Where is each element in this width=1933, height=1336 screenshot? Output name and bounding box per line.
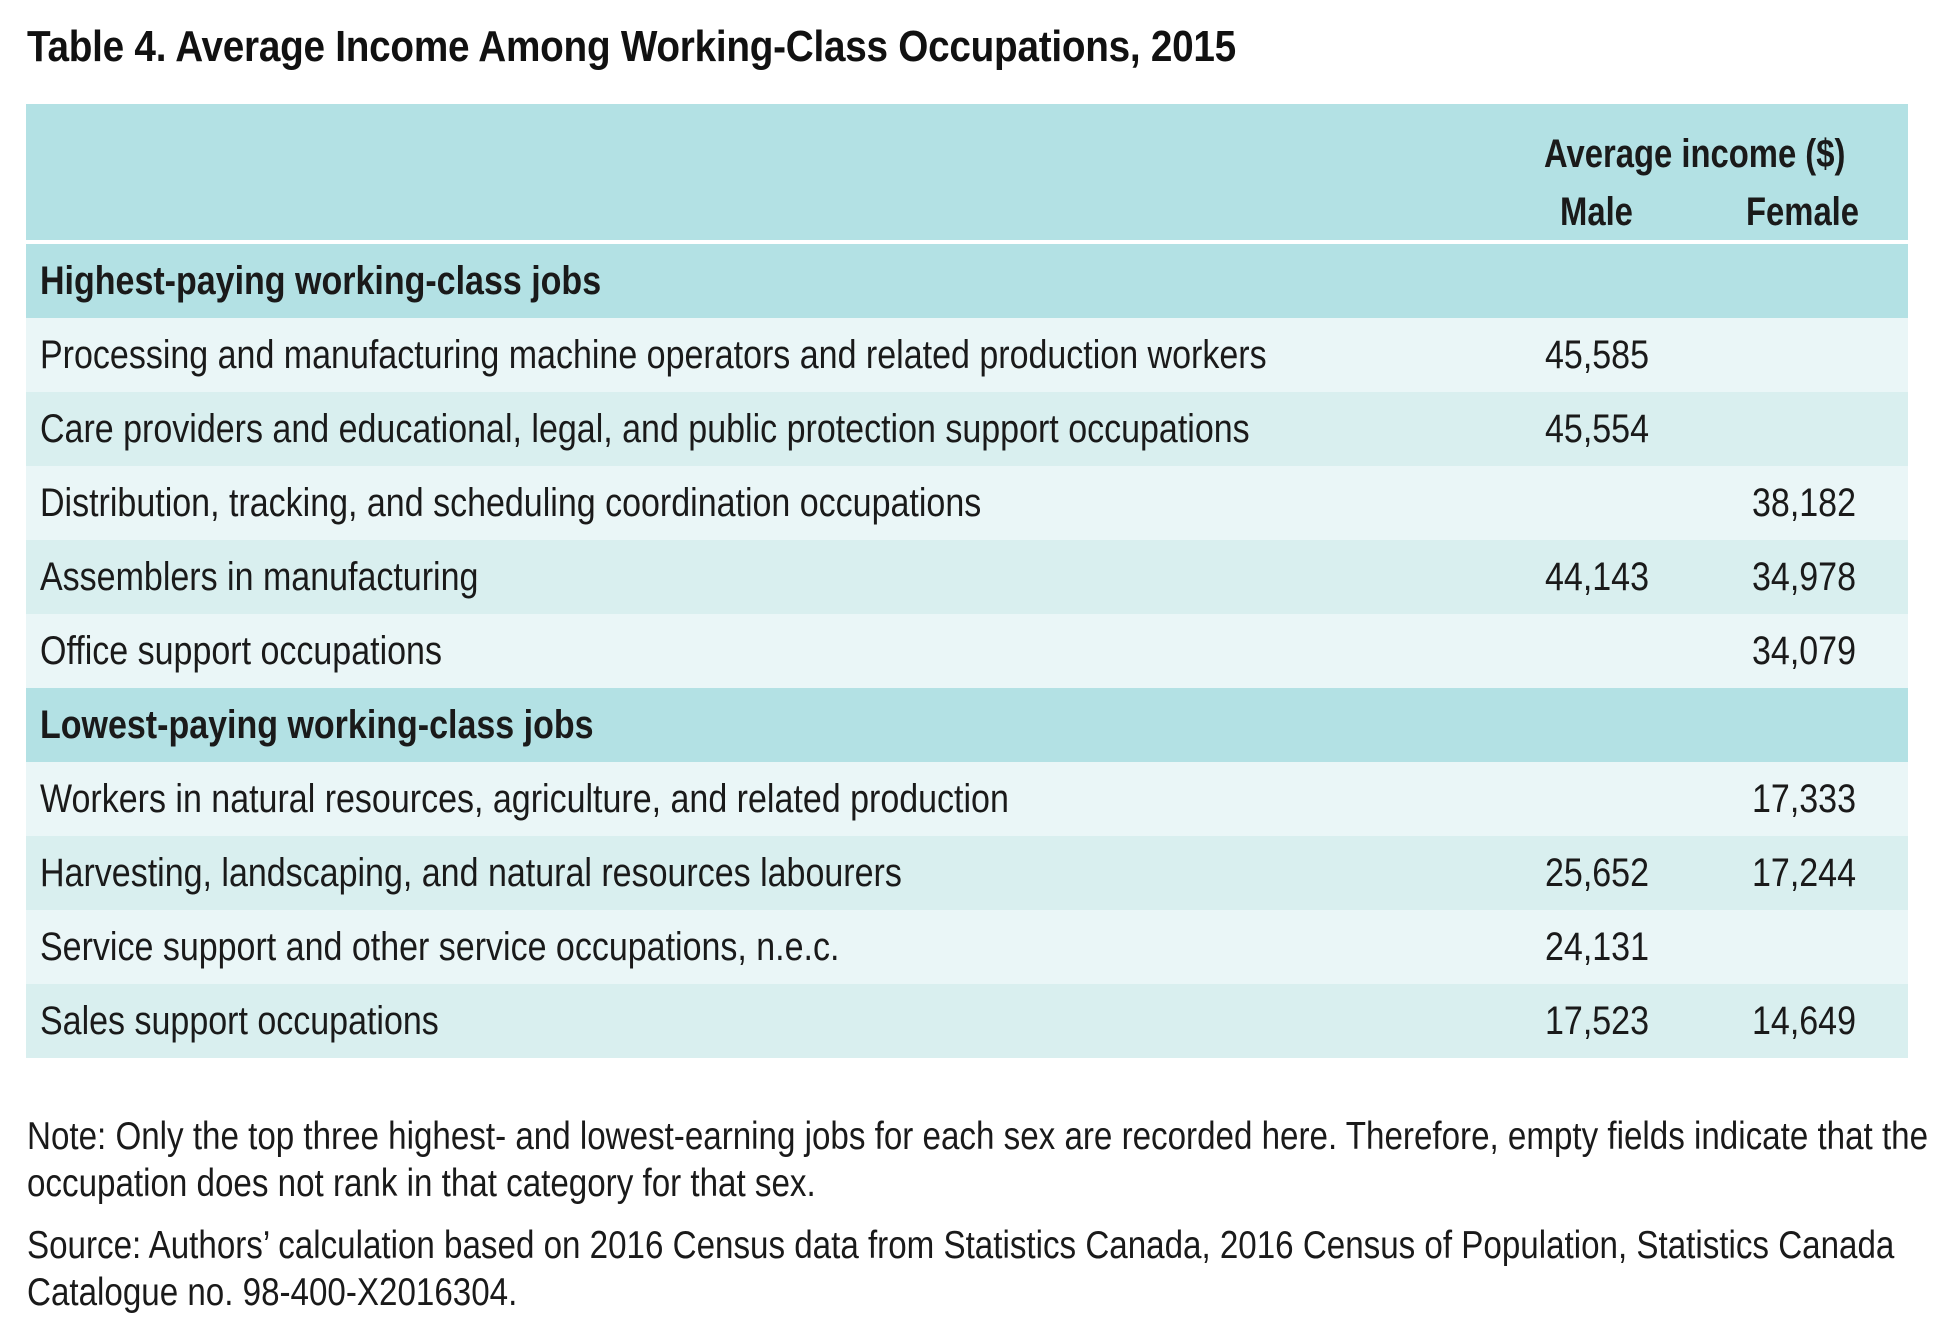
- section-heading-lowest: [26, 688, 1908, 762]
- table-row: [26, 836, 1908, 910]
- occupation-cell: Service support and other service occupations, n.e.c.: [40, 925, 840, 969]
- male-income-cell: 24,131: [1545, 925, 1649, 969]
- table-row: [26, 318, 1908, 392]
- table-row: [26, 392, 1908, 466]
- male-income-cell: 44,143: [1545, 555, 1649, 599]
- table-row: [26, 614, 1908, 688]
- female-income-cell: 38,182: [1752, 481, 1856, 525]
- occupation-cell: Distribution, tracking, and scheduling coordination occupations: [40, 481, 982, 525]
- table-row: [26, 984, 1908, 1058]
- female-income-cell: 14,649: [1752, 999, 1856, 1043]
- male-income-cell: 25,652: [1545, 851, 1649, 895]
- table-note: Note: Only the top three highest- and lowest-earning jobs for each sex are recorded here. Therefore, empty fields indicate that the occupation does not rank in that category for that sex.: [27, 1115, 1929, 1205]
- occupation-cell: Workers in natural resources, agriculture, and related production: [40, 777, 1009, 821]
- occupation-cell: Processing and manufacturing machine operators and related production workers: [40, 333, 1267, 377]
- table-row: [26, 540, 1908, 614]
- table-source: Source: Authors’ calculation based on 2016 Census data from Statistics Canada, 2016 Census of Population, Statistics Canada Catalogue no. 98-400-X2016304.: [27, 1224, 1895, 1314]
- section-heading-label: Highest-paying working-class jobs: [40, 259, 602, 303]
- occupation-cell: Office support occupations: [40, 629, 442, 673]
- income-table: [26, 104, 1908, 1058]
- female-income-cell: 34,978: [1752, 555, 1856, 599]
- female-income-cell: 17,244: [1752, 851, 1856, 895]
- section-heading-highest: [26, 244, 1908, 318]
- male-income-cell: 45,585: [1545, 333, 1649, 377]
- male-income-cell: 45,554: [1545, 407, 1649, 451]
- male-column-header: Male: [1560, 190, 1633, 234]
- table-row: [26, 762, 1908, 836]
- female-income-cell: 34,079: [1752, 629, 1856, 673]
- average-income-header: Average income ($): [1544, 132, 1846, 176]
- occupation-cell: Assemblers in manufacturing: [40, 555, 479, 599]
- table-row: [26, 466, 1908, 540]
- table-header: [26, 104, 1908, 244]
- female-income-cell: 17,333: [1752, 777, 1856, 821]
- section-heading-label: Lowest-paying working-class jobs: [40, 703, 594, 747]
- table-title: Table 4. Average Income Among Working-Class Occupations, 2015: [27, 22, 1236, 71]
- occupation-cell: Care providers and educational, legal, and public protection support occupations: [40, 407, 1250, 451]
- occupation-cell: Harvesting, landscaping, and natural resources labourers: [40, 851, 902, 895]
- female-column-header: Female: [1746, 190, 1860, 234]
- table-row: [26, 910, 1908, 984]
- occupation-cell: Sales support occupations: [40, 999, 439, 1043]
- male-income-cell: 17,523: [1545, 999, 1649, 1043]
